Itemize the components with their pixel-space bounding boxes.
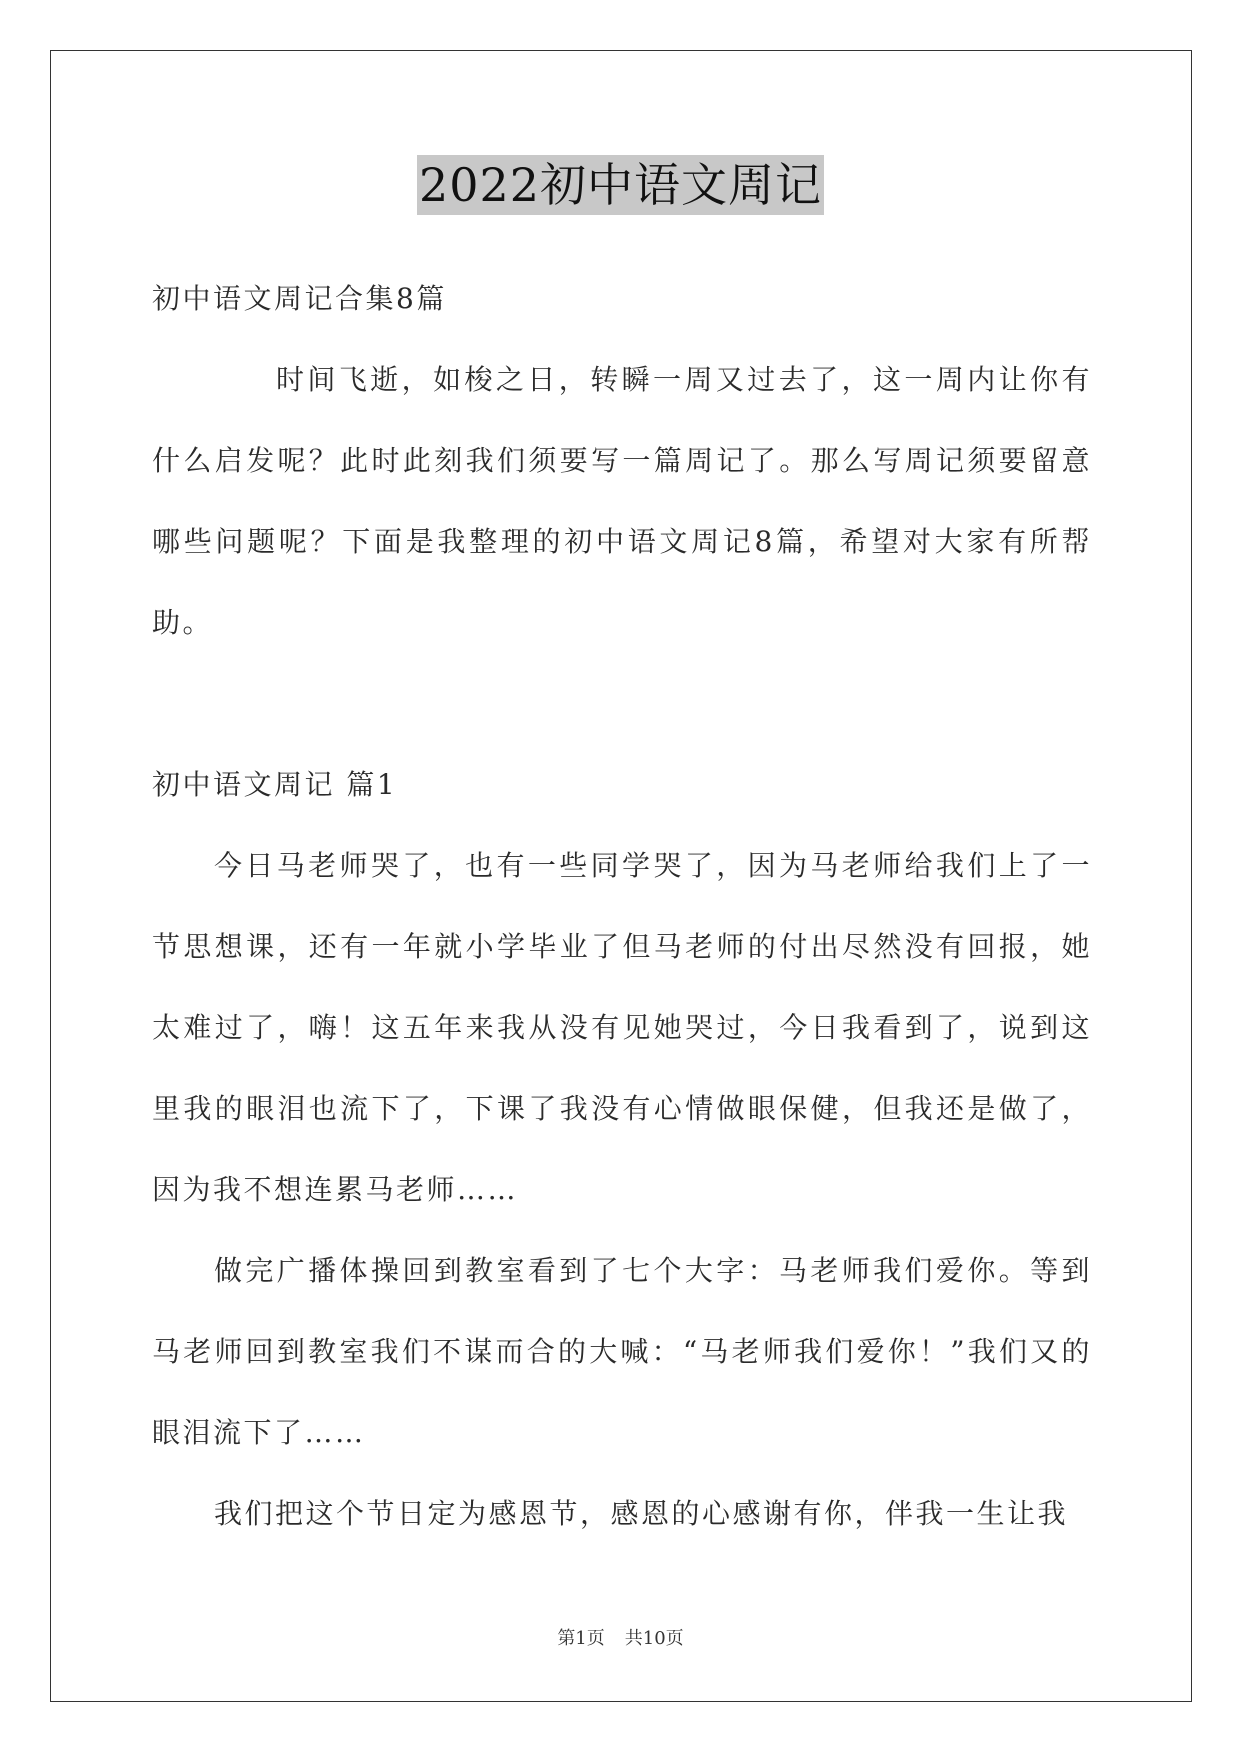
page-number: 第1页 <box>557 1628 605 1649</box>
document-body <box>152 258 1092 1554</box>
body-paragraph-1: 今日马老师哭了，也有一些同学哭了，因为马老师给我们上了一节思想课，还有一年就小学毕业了但马老师的付出尽然没有回报，她太难过了，嗨！这五年来我从没有见她哭过，今日我看到了，说到这里我的眼泪也流下了，下课了我没有心情做眼保健，但我还是做了，因为我不想连累马老师…… <box>152 849 1092 1206</box>
page-footer <box>0 1624 1241 1650</box>
document-subtitle: 初中语文周记合集8篇 <box>152 282 447 315</box>
body-paragraph-3: 我们把这个节日定为感恩节，感恩的心感谢有你，伴我一生让我 <box>214 1497 1069 1530</box>
document-title: 2022初中语文周记 <box>417 155 824 215</box>
body-paragraph-2: 做完广播体操回到教室看到了七个大字：马老师我们爱你。等到马老师回到教室我们不谋而合的大喊：“马老师我们爱你！”我们又的眼泪流下了…… <box>152 1254 1092 1449</box>
page-total: 共10页 <box>624 1628 684 1649</box>
section-heading: 初中语文周记 篇1 <box>152 768 398 801</box>
section-gap <box>152 663 1092 744</box>
title-container <box>0 155 1241 215</box>
intro-paragraph: 时间飞逝，如梭之日，转瞬一周又过去了，这一周内让你有什么启发呢？此时此刻我们须要写一篇周记了。那么写周记须要留意哪些问题呢？下面是我整理的初中语文周记8篇，希望对大家有所帮助。 <box>152 363 1092 639</box>
